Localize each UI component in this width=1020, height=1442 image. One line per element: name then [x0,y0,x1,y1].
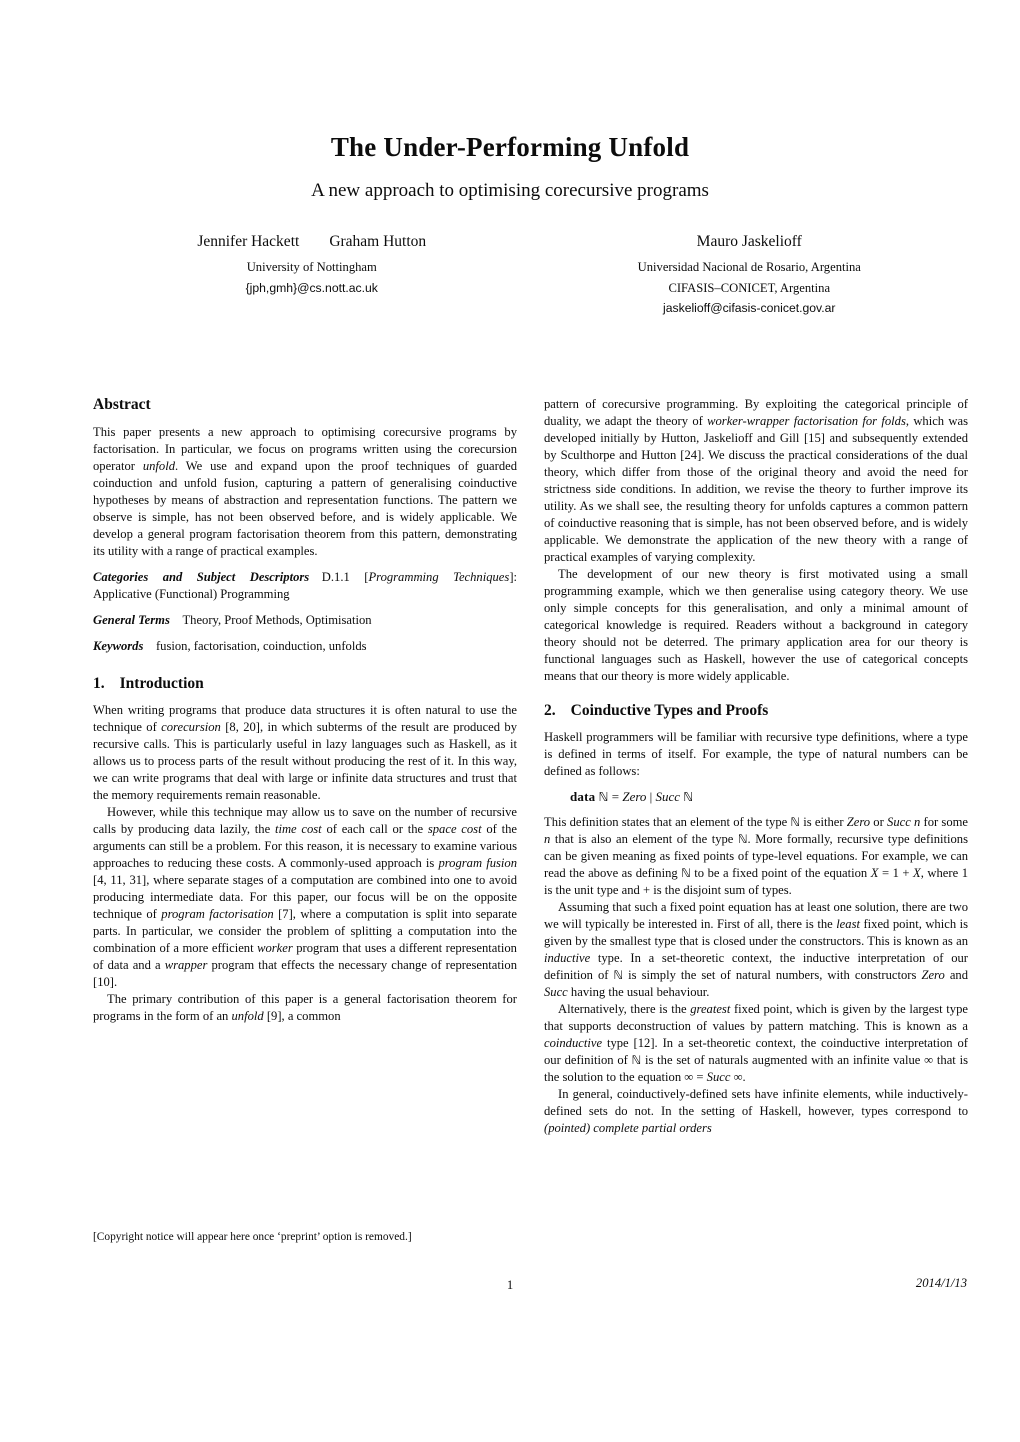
paragraph: Alternatively, there is the greatest fixed point, which is given by the largest type that supports deconstruction of values by pattern matching. This is known as a coinductive type [12]. In a set-theoretic context, the coinductive interpretation of our definition of ℕ is the set of naturals augmented with an infinite value ∞ that is the solution to the equation ∞ = Succ ∞. [544,1002,968,1084]
section-heading [93,675,517,693]
paragraph: The primary contribution of this paper is a general factorisation theorem for programs in the form of an unfold [9], a common [93,992,517,1023]
author-affiliations [531,257,969,319]
meta-paragraph: General Terms Theory, Proof Methods, Optimisation [93,613,372,627]
authors-row [93,233,968,319]
affiliation-line: CIFASIS–CONICET, Argentina [668,280,831,295]
author-email: jaskelioff@cifasis-conicet.gov.ar [663,301,836,315]
paragraph: This definition states that an element of the type ℕ is either Zero or Succ n for some n that is also an element of the type ℕ. More formally, recursive type definitions can be given meaning as fixed points of type-level equations. For example, we can read the above as defining ℕ to be a fixed point of the equation X = 1 + X, where 1 is the unit type and + is the disjoint sum of types. [544,815,969,897]
author-name: Jennifer Hackett [197,233,300,250]
author-names [531,233,969,251]
section-title: Coinductive Types and Proofs [570,702,769,719]
section-number: 2. [544,702,556,719]
meta-paragraph: Keywords fusion, factorisation, coinduction, unfolds [93,639,367,653]
paragraph: Assuming that such a fixed point equation has at least one solution, there are two we will typically be interested in. First of all, there is the least fixed point, which is given by the smallest type that is closed under the constructors. This is known as an inductive type. In a set-theoretic context, the inductive interpretation of our definition of ℕ is simply the set of natural numbers, with constructors Zero and Succ having the usual behaviour. [544,900,969,999]
paragraph: Haskell programmers will be familiar with recursive type definitions, where a type is defined in terms of itself. For example, the type of natural numbers can be defined as follows: [544,730,968,778]
left-column [93,396,517,1025]
meta-paragraph: Categories and Subject Descriptors D.1.1 [Programming Techniques]: Applicative (Functional) Programming [93,570,518,601]
paragraph: In general, coinductively-defined sets have infinite elements, while inductively-defined sets do not. In the setting of Haskell, however, types correspond to (pointed) complete partial orders [544,1087,968,1135]
page-number: 1 [506,1278,514,1292]
paragraph: The development of our new theory is first motivated using a small programming example, which we then generalise using category theory. We use only simple concepts for this generalisation, and only a minimal amount of categorical knowledge is required. Readers without a background in category theory should not be deterred. The primary application area for our theory is functional languages such as Haskell, however the use of categorical concepts means that our theory is more widely applicable. [544,567,968,683]
paper-title: The Under-Performing Unfold [330,132,690,162]
section-heading [544,702,968,720]
paper-subtitle: A new approach to optimising corecursive programs [311,180,709,201]
author-names [93,233,531,251]
author-affiliations [93,257,531,298]
section-number: 1. [93,675,105,692]
paragraph: This paper presents a new approach to optimising corecursive programs by factorisation. In particular, we focus on programs written using the corecursion operator unfold. We use and expand upon the proof techniques of guarded coinduction and unfold fusion, capturing a pattern of generalising coinductive hypotheses by means of abstraction and representation functions. The pattern we observe is simple, has not been observed before, and is widely applicable. We develop a general program factorisation theorem from this pattern, demonstrating its utility with a range of practical examples. [93,425,517,558]
author-name: Mauro Jaskelioff [696,233,802,250]
abstract-heading: Abstract [93,396,151,413]
author-email: {jph,gmh}@cs.nott.ac.uk [245,280,378,295]
copyright-note: [Copyright notice will appear here once ‘preprint’ option is removed.] [93,1231,412,1243]
right-column [544,396,968,1137]
paragraph: However, while this technique may allow us to save on the number of recursive calls by producing data lazily, the time cost of each call or the space cost of the arguments can still be a problem. For this reason, it is necessary to examine various approaches to reducing these costs. A commonly-used approach is program fusion [4, 11, 31], where separate stages of a computation are combined into one to avoid producing intermediate data. For this paper, our focus will be on the opposite technique of program factorisation [7], where a computation is split into separate parts. In particular, we consider the problem of splitting a computation into the combination of a more efficient worker program that uses a different representation of data and a wrapper program that effects the necessary change of representation [10]. [93,805,517,989]
author-block-right [531,233,969,319]
footer-date: 2014/1/13 [915,1276,967,1290]
section-title: Introduction [119,675,204,692]
math-display: data ℕ = Zero | Succ ℕ [570,789,694,804]
paragraph: pattern of corecursive programming. By exploiting the categorical principle of duality, we adapt the theory of worker-wrapper factorisation for folds, which was developed initially by Hutton, Jaskelioff and Gill [15] and subsequently extended by Sculthorpe and Hutton [24]. We discuss the practical considerations of the dual theory, which differ from those of the original theory and avoid the need for strictness side conditions. In addition, we revise the theory to further improve its utility. As we shall see, the resulting theory for unfolds captures a common pattern of coinductive reasoning that is simple, has not been observed before, and is widely applicable. We demonstrate the application of the new theory with a range of practical examples of varying complexity. [544,397,968,564]
affiliation-line: Universidad Nacional de Rosario, Argentina [637,260,861,274]
author-block-left [93,233,531,319]
paragraph: When writing programs that produce data structures it is often natural to use the technique of corecursion [8, 20], in which subterms of the result are produced by recursive calls. This is particularly useful in lazy languages such as Haskell, as it allows us to process parts of the result without producing the rest of it. In this way, we can write programs that deal with large or infinite data structures and trust that the memory requirements remain reasonable. [93,703,518,802]
affiliation-line: University of Nottingham [246,260,377,274]
author-name: Graham Hutton [329,233,427,250]
